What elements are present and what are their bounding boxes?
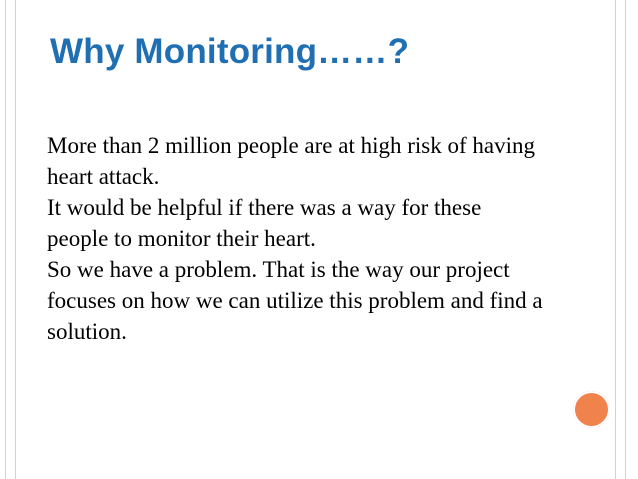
paragraph-helpful: It would be helpful if there was a way for these people to monitor their heart.: [47, 195, 482, 251]
paragraph-risk: More than 2 million people are at high risk of having heart attack.: [47, 133, 535, 189]
right-outer-border-line: [625, 0, 626, 479]
slide-title: Why Monitoring……?: [50, 32, 410, 71]
left-inner-border-line: [15, 0, 16, 479]
decorative-orange-circle-icon: [573, 391, 610, 428]
slide-body: [47, 130, 547, 347]
paragraph-problem: So we have a problem. That is the way our project focuses on how we can utilize this problem and find a solution.: [47, 257, 543, 344]
left-outer-border-line: [5, 0, 6, 479]
right-inner-border-line: [615, 0, 616, 479]
